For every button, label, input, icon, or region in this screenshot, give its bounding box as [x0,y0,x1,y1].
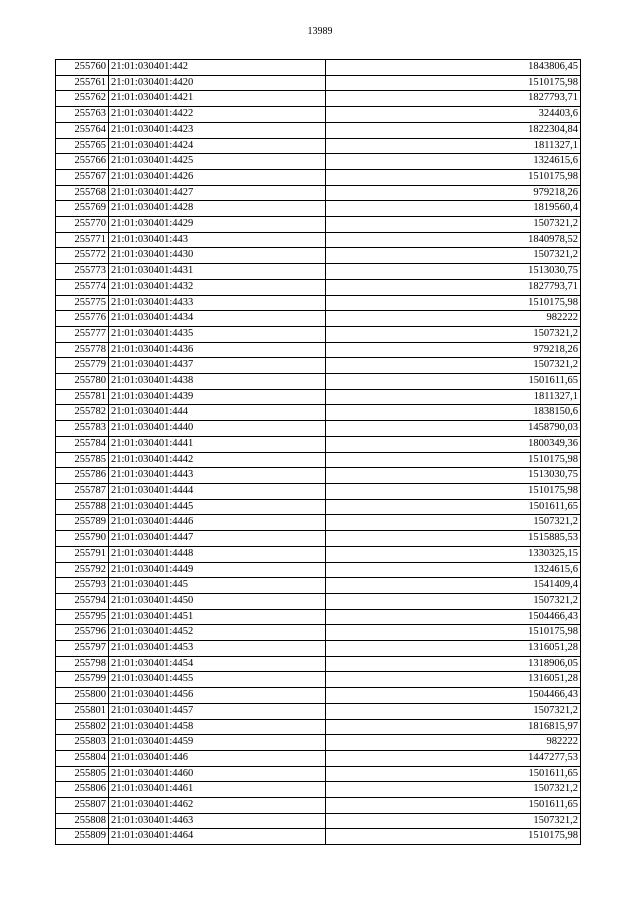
cadastral-number-cell: 21:01:030401:4459 [109,735,326,751]
cadastral-value-table [55,59,581,845]
value-cell: 1324615,6 [326,154,581,170]
cadastral-number-cell: 21:01:030401:446 [109,750,326,766]
value-cell: 1507321,2 [326,326,581,342]
cadastral-number-cell: 21:01:030401:4447 [109,531,326,547]
table-row [56,813,581,829]
value-cell: 1507321,2 [326,217,581,233]
row-number-cell: 255772 [56,248,109,264]
table-row [56,688,581,704]
table-row [56,656,581,672]
table-row [56,91,581,107]
row-number-cell: 255781 [56,389,109,405]
table-row [56,515,581,531]
row-number-cell: 255784 [56,436,109,452]
value-cell: 982222 [326,735,581,751]
value-cell: 1318906,05 [326,656,581,672]
value-cell: 1316051,28 [326,641,581,657]
table-row [56,735,581,751]
cadastral-number-cell: 21:01:030401:4425 [109,154,326,170]
value-cell: 1840978,52 [326,232,581,248]
row-number-cell: 255779 [56,358,109,374]
value-cell: 1510175,98 [326,295,581,311]
cadastral-number-cell: 21:01:030401:444 [109,405,326,421]
table-row [56,593,581,609]
cadastral-number-cell: 21:01:030401:4420 [109,75,326,91]
table-row [56,60,581,76]
cadastral-number-cell: 21:01:030401:4442 [109,452,326,468]
row-number-cell: 255797 [56,641,109,657]
cadastral-number-cell: 21:01:030401:4439 [109,389,326,405]
cadastral-number-cell: 21:01:030401:4462 [109,798,326,814]
cadastral-number-cell: 21:01:030401:4438 [109,374,326,390]
cadastral-number-cell: 21:01:030401:4428 [109,201,326,217]
cadastral-number-cell: 21:01:030401:4424 [109,138,326,154]
value-cell: 1822304,84 [326,122,581,138]
cadastral-number-cell: 21:01:030401:4449 [109,562,326,578]
table-row [56,719,581,735]
value-cell: 1316051,28 [326,672,581,688]
table-row [56,625,581,641]
value-cell: 1827793,71 [326,279,581,295]
table-row [56,546,581,562]
value-cell: 324403,6 [326,107,581,123]
cadastral-number-cell: 21:01:030401:4435 [109,326,326,342]
page-number: 13989 [307,26,333,37]
row-number-cell: 255799 [56,672,109,688]
value-cell: 1816815,97 [326,719,581,735]
row-number-cell: 255771 [56,232,109,248]
row-number-cell: 255796 [56,625,109,641]
table-row [56,122,581,138]
cadastral-number-cell: 21:01:030401:4430 [109,248,326,264]
value-cell: 1507321,2 [326,703,581,719]
cadastral-number-cell: 21:01:030401:4455 [109,672,326,688]
cadastral-number-cell: 21:01:030401:4427 [109,185,326,201]
table-body [56,60,581,845]
value-cell: 1510175,98 [326,169,581,185]
row-number-cell: 255794 [56,593,109,609]
row-number-cell: 255767 [56,169,109,185]
cadastral-number-cell: 21:01:030401:4446 [109,515,326,531]
cadastral-number-cell: 21:01:030401:4464 [109,829,326,845]
row-number-cell: 255785 [56,452,109,468]
cadastral-number-cell: 21:01:030401:4423 [109,122,326,138]
cadastral-number-cell: 21:01:030401:4444 [109,483,326,499]
table-row [56,452,581,468]
row-number-cell: 255786 [56,468,109,484]
cadastral-number-cell: 21:01:030401:4434 [109,311,326,327]
cadastral-number-cell: 21:01:030401:4460 [109,766,326,782]
row-number-cell: 255765 [56,138,109,154]
cadastral-number-cell: 21:01:030401:4422 [109,107,326,123]
table-row [56,169,581,185]
value-cell: 1513030,75 [326,468,581,484]
row-number-cell: 255808 [56,813,109,829]
table-row [56,326,581,342]
row-number-cell: 255805 [56,766,109,782]
row-number-cell: 255777 [56,326,109,342]
cadastral-number-cell: 21:01:030401:4432 [109,279,326,295]
cadastral-number-cell: 21:01:030401:4441 [109,436,326,452]
table-row [56,264,581,280]
value-cell: 1501611,65 [326,374,581,390]
cadastral-number-cell: 21:01:030401:4450 [109,593,326,609]
table-row [56,405,581,421]
row-number-cell: 255806 [56,782,109,798]
row-number-cell: 255789 [56,515,109,531]
row-number-cell: 255790 [56,531,109,547]
row-number-cell: 255804 [56,750,109,766]
value-cell: 1504466,43 [326,688,581,704]
table-row [56,154,581,170]
table-row [56,829,581,845]
value-cell: 1827793,71 [326,91,581,107]
table-row [56,672,581,688]
table-row [56,311,581,327]
cadastral-number-cell: 21:01:030401:4454 [109,656,326,672]
table-row [56,798,581,814]
cadastral-number-cell: 21:01:030401:4429 [109,217,326,233]
table-row [56,436,581,452]
value-cell: 1811327,1 [326,138,581,154]
cadastral-number-cell: 21:01:030401:4451 [109,609,326,625]
row-number-cell: 255795 [56,609,109,625]
row-number-cell: 255783 [56,421,109,437]
table-row [56,248,581,264]
cadastral-number-cell: 21:01:030401:4445 [109,499,326,515]
table-row [56,295,581,311]
table-row [56,782,581,798]
row-number-cell: 255775 [56,295,109,311]
table-row [56,374,581,390]
value-cell: 1507321,2 [326,515,581,531]
cadastral-number-cell: 21:01:030401:4443 [109,468,326,484]
table-row [56,499,581,515]
row-number-cell: 255774 [56,279,109,295]
cadastral-number-cell: 21:01:030401:4426 [109,169,326,185]
value-cell: 982222 [326,311,581,327]
value-cell: 1811327,1 [326,389,581,405]
value-cell: 1507321,2 [326,813,581,829]
table-row [56,107,581,123]
value-cell: 1507321,2 [326,593,581,609]
table-row [56,483,581,499]
value-cell: 1510175,98 [326,829,581,845]
row-number-cell: 255787 [56,483,109,499]
value-cell: 1510175,98 [326,625,581,641]
value-cell: 1510175,98 [326,483,581,499]
value-cell: 1501611,65 [326,766,581,782]
value-cell: 1324615,6 [326,562,581,578]
table-row [56,421,581,437]
row-number-cell: 255802 [56,719,109,735]
table-row [56,358,581,374]
row-number-cell: 255762 [56,91,109,107]
table-row [56,232,581,248]
table-row [56,279,581,295]
row-number-cell: 255803 [56,735,109,751]
row-number-cell: 255766 [56,154,109,170]
value-cell: 1800349,36 [326,436,581,452]
cadastral-number-cell: 21:01:030401:4461 [109,782,326,798]
row-number-cell: 255809 [56,829,109,845]
value-cell: 1447277,53 [326,750,581,766]
value-cell: 1507321,2 [326,358,581,374]
cadastral-number-cell: 21:01:030401:443 [109,232,326,248]
cadastral-number-cell: 21:01:030401:4433 [109,295,326,311]
table-row [56,389,581,405]
cadastral-number-cell: 21:01:030401:4458 [109,719,326,735]
cadastral-number-cell: 21:01:030401:4436 [109,342,326,358]
cadastral-number-cell: 21:01:030401:4437 [109,358,326,374]
value-cell: 1507321,2 [326,248,581,264]
row-number-cell: 255798 [56,656,109,672]
cadastral-number-cell: 21:01:030401:4440 [109,421,326,437]
value-cell: 1501611,65 [326,798,581,814]
row-number-cell: 255788 [56,499,109,515]
row-number-cell: 255792 [56,562,109,578]
row-number-cell: 255768 [56,185,109,201]
row-number-cell: 255776 [56,311,109,327]
table-row [56,201,581,217]
value-cell: 1541409,4 [326,578,581,594]
row-number-cell: 255769 [56,201,109,217]
cadastral-number-cell: 21:01:030401:4452 [109,625,326,641]
cadastral-number-cell: 21:01:030401:4456 [109,688,326,704]
row-number-cell: 255782 [56,405,109,421]
row-number-cell: 255761 [56,75,109,91]
table-row [56,562,581,578]
table-row [56,217,581,233]
row-number-cell: 255780 [56,374,109,390]
cadastral-number-cell: 21:01:030401:4421 [109,91,326,107]
row-number-cell: 255807 [56,798,109,814]
value-cell: 979218,26 [326,342,581,358]
row-number-cell: 255763 [56,107,109,123]
table-row [56,766,581,782]
value-cell: 1819560,4 [326,201,581,217]
value-cell: 1510175,98 [326,75,581,91]
cadastral-number-cell: 21:01:030401:4453 [109,641,326,657]
cadastral-number-cell: 21:01:030401:445 [109,578,326,594]
table-row [56,185,581,201]
table-row [56,609,581,625]
row-number-cell: 255760 [56,60,109,76]
table-row [56,641,581,657]
value-cell: 1504466,43 [326,609,581,625]
value-cell: 1501611,65 [326,499,581,515]
row-number-cell: 255770 [56,217,109,233]
row-number-cell: 255800 [56,688,109,704]
value-cell: 1838150,6 [326,405,581,421]
table-row [56,578,581,594]
table-row [56,468,581,484]
row-number-cell: 255791 [56,546,109,562]
value-cell: 1843806,45 [326,60,581,76]
value-cell: 1510175,98 [326,452,581,468]
row-number-cell: 255773 [56,264,109,280]
value-cell: 979218,26 [326,185,581,201]
table-row [56,75,581,91]
row-number-cell: 255801 [56,703,109,719]
row-number-cell: 255778 [56,342,109,358]
value-cell: 1513030,75 [326,264,581,280]
value-cell: 1330325,15 [326,546,581,562]
table-row [56,703,581,719]
table-row [56,342,581,358]
cadastral-number-cell: 21:01:030401:4431 [109,264,326,280]
row-number-cell: 255764 [56,122,109,138]
cadastral-number-cell: 21:01:030401:4448 [109,546,326,562]
table-row [56,750,581,766]
value-cell: 1507321,2 [326,782,581,798]
cadastral-number-cell: 21:01:030401:4457 [109,703,326,719]
table-row [56,138,581,154]
value-cell: 1515885,53 [326,531,581,547]
value-cell: 1458790,03 [326,421,581,437]
cadastral-number-cell: 21:01:030401:4463 [109,813,326,829]
table-row [56,531,581,547]
cadastral-number-cell: 21:01:030401:442 [109,60,326,76]
row-number-cell: 255793 [56,578,109,594]
